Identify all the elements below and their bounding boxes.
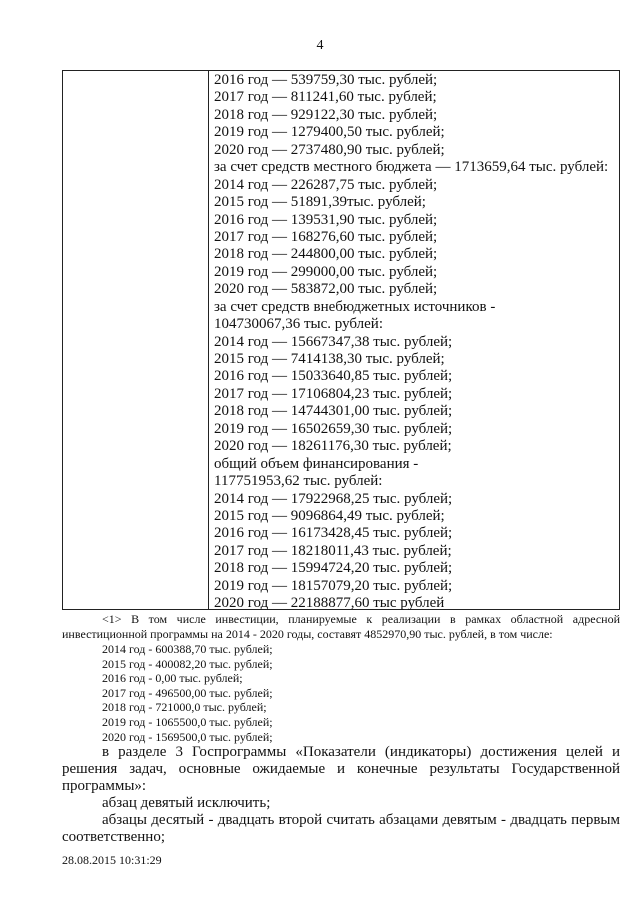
body-paragraph-3: абзацы десятый - двадцать второй считать абзацами девятым - двадцать первым соответственно; bbox=[62, 812, 620, 845]
column-divider bbox=[208, 71, 209, 609]
table-line: 2018 год — 244800,00 тыс. рублей; bbox=[214, 246, 438, 263]
page-number: 4 bbox=[316, 38, 324, 53]
table-line: 104730067,36 тыс. рублей: bbox=[214, 316, 383, 333]
funding-cell bbox=[214, 72, 615, 613]
table-line: 2016 год — 139531,90 тыс. рублей; bbox=[214, 211, 438, 228]
body-text bbox=[62, 744, 620, 846]
table-line: 2016 год — 539759,30 тыс. рублей; bbox=[214, 72, 438, 88]
table-line: 2020 год — 18261176,30 тыс. рублей; bbox=[214, 438, 452, 455]
table-line: 2020 год — 2737480,90 тыс. рублей; bbox=[214, 141, 445, 158]
table-line: 2015 год — 9096864,49 тыс. рублей; bbox=[214, 507, 445, 524]
table-line: 2019 год — 18157079,20 тыс. рублей; bbox=[214, 577, 453, 594]
table-line: 2018 год — 929122,30 тыс. рублей; bbox=[214, 106, 438, 123]
table-line: 2014 год — 17922968,25 тыс. рублей; bbox=[214, 490, 453, 507]
funding-table bbox=[62, 70, 620, 610]
table-line: 2016 год — 15033640,85 тыс. рублей; bbox=[214, 368, 453, 385]
body-paragraph-1: в разделе 3 Госпрограммы «Показатели (индикаторы) достижения целей и решения задач, основные ожидаемые и конечные результаты Государственной программы»: bbox=[62, 744, 620, 794]
table-line: 2015 год — 7414138,30 тыс. рублей; bbox=[214, 351, 445, 367]
table-line: 2018 год — 15994724,20 тыс. рублей; bbox=[214, 560, 453, 577]
footnote-year-line: 2015 год - 400082,20 тыс. рублей; bbox=[102, 656, 273, 671]
table-line: 2016 год — 16173428,45 тыс. рублей; bbox=[214, 525, 453, 542]
footnote-text: <1> В том числе инвестиции, планируемые к реализации в рамках областной адресной инвестиционной программы на 2014 - 2020 годы, составят 4852970,90 тыс. рублей, в том числе: bbox=[62, 612, 620, 641]
table-line: за счет средств внебюджетных источников - bbox=[214, 298, 496, 315]
table-line: 2017 год — 811241,60 тыс. рублей; bbox=[214, 89, 437, 106]
timestamp: 28.08.2015 10:31:29 bbox=[62, 853, 162, 867]
footnote-year-line: 2018 год - 721000,0 тыс. рублей; bbox=[102, 700, 267, 715]
footnote-year-line: 2019 год - 1065500,0 тыс. рублей; bbox=[102, 714, 273, 729]
table-line: 2015 год — 51891,39тыс. рублей; bbox=[214, 194, 426, 211]
table-line: 2019 год — 299000,00 тыс. рублей; bbox=[214, 263, 438, 280]
table-line: 2017 год — 17106804,23 тыс. рублей; bbox=[214, 385, 453, 402]
footnote bbox=[62, 612, 620, 642]
table-line: 117751953,62 тыс. рублей: bbox=[214, 473, 383, 490]
footnote-year-line: 2020 год - 1569500,0 тыс. рублей; bbox=[102, 729, 273, 744]
table-line: 2019 год — 1279400,50 тыс. рублей; bbox=[214, 124, 445, 141]
footnote-year-line: 2014 год - 600388,70 тыс. рублей; bbox=[102, 642, 273, 656]
table-line: 2014 год — 15667347,38 тыс. рублей; bbox=[214, 333, 453, 350]
table-line: 2017 год — 18218011,43 тыс. рублей; bbox=[214, 542, 452, 559]
table-line: 2020 год — 22188877,60 тыс рублей bbox=[214, 595, 445, 612]
table-line: общий объем финансирования - bbox=[214, 455, 419, 472]
table-line: 2017 год — 168276,60 тыс. рублей; bbox=[214, 228, 438, 245]
footnote-year-line: 2016 год - 0,00 тыс. рублей; bbox=[102, 671, 243, 686]
table-line: за счет средств местного бюджета — 1713659,64 тыс. рублей: bbox=[214, 159, 609, 176]
footnote-year-line: 2017 год - 496500,00 тыс. рублей; bbox=[102, 685, 273, 700]
table-line: 2014 год — 226287,75 тыс. рублей; bbox=[214, 176, 438, 193]
table-line: 2019 год — 16502659,30 тыс. рублей; bbox=[214, 420, 453, 437]
table-line: 2018 год — 14744301,00 тыс. рублей; bbox=[214, 403, 453, 420]
footnote-year-list bbox=[102, 642, 273, 744]
body-paragraph-2: абзац девятый исключить; bbox=[102, 795, 271, 811]
table-line: 2020 год — 583872,00 тыс. рублей; bbox=[214, 281, 438, 298]
